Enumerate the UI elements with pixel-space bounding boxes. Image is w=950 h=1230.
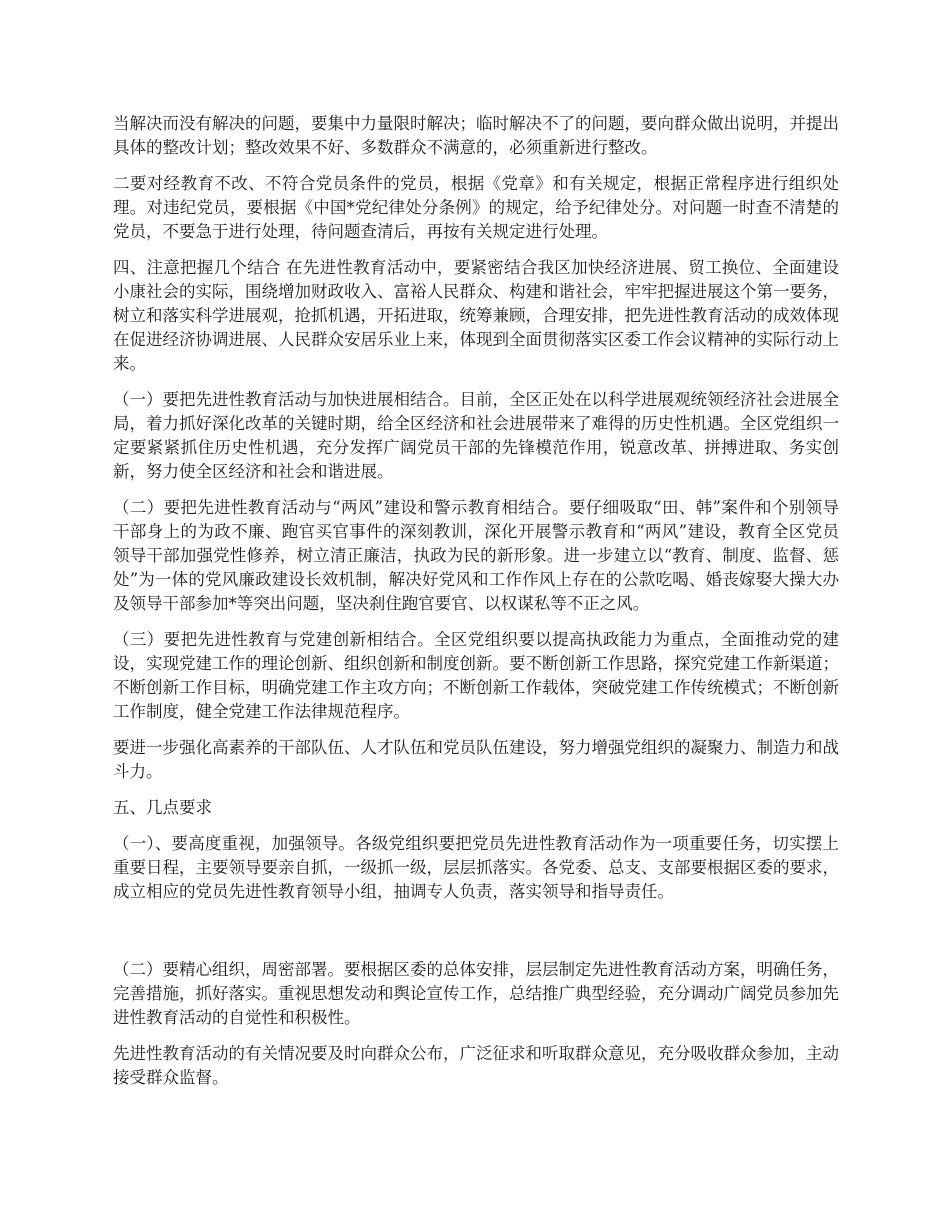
paragraph-combine-two-styles: （二）要把先进性教育活动与“两风”建设和警示教育相结合。要仔细吸取“田、韩”案件和个别领导干部身上的为政不廉、跑官买官事件的深刻教训，深化开展警示教育和“两风”建设，教育全区党员领导干部加强党性修养，树立清正廉洁，执政为民的新形象。进一步建立以“教育、制度、监督、惩处”为一体的党风廉政建设长效机制，解决好党风和工作作风上存在的公款吃喝、婚丧嫁娶大操大办及领导干部参加*等突出问题，坚决刹住跑官要官、以权谋私等不正之风。 [113, 498, 839, 613]
document-body [113, 112, 839, 1102]
paragraph-organization: （二）要精心组织，周密部署。要根据区委的总体安排，层层制定先进性教育活动方案，明确任务，完善措施，抓好落实。重视思想发动和舆论宣传工作，总结推广典型经验，充分调动广阔党员参加先进性教育活动的自觉性和积极性。 [113, 960, 839, 1027]
paragraph-team-building: 要进一步强化高素养的干部队伍、人才队伍和党员队伍建设，努力增强党组织的凝聚力、制造力和战斗力。 [113, 738, 839, 781]
paragraph-rectification: 当解决而没有解决的问题，要集中力量限时解决；临时解决不了的问题，要向群众做出说明，并提出具体的整改计划；整改效果不好、多数群众不满意的，必须重新进行整改。 [113, 114, 839, 157]
paragraph-combine-innovation: （三）要把先进性教育与党建创新相结合。全区党组织要以提高执政能力为重点，全面推动党的建设，实现党建工作的理论创新、组织创新和制度创新。要不断创新工作思路，探究党建工作新渠道；不断创新工作目标，明确党建工作主攻方向；不断创新工作载体，突破党建工作传统模式；不断创新工作制度，健全党建工作法律规范程序。 [113, 630, 839, 721]
paragraph-combine-development: （一）要把先进性教育活动与加快进展相结合。目前，全区正处在以科学进展观统领经济社会进展全局，着力抓好深化改革的关键时期，给全区经济和社会进展带来了难得的历史性机遇。全区党组织一定要紧紧抓住历史性机遇，充分发挥广阔党员干部的先锋模范作用，锐意改革、拼搏进取、务实创新，努力使全区经济和社会和谐进展。 [113, 390, 839, 481]
section-five-heading: 五、几点要求 [113, 798, 212, 817]
paragraph-organizational-handling: 二要对经教育不改、不符合党员条件的党员，根据《党章》和有关规定，根据正常程序进行组织处理。对违纪党员，要根据《中国*党纪律处分条例》的规定，给予纪律处分。对问题一时查不清楚的党员，不要急于进行处理，待问题查清后，再按有关规定进行处理。 [113, 174, 839, 241]
paragraph-leadership: （一）、要高度重视，加强领导。各级党组织要把党员先进性教育活动作为一项重要任务，切实摆上重要日程，主要领导要亲自抓，一级抓一级，层层抓落实。各党委、总支、支部要根据区委的要求，成立相应的党员先进性教育领导小组，抽调专人负责，落实领导和指导责任。 [113, 834, 839, 901]
paragraph-public-supervision: 先进性教育活动的有关情况要及时向群众公布，广泛征求和听取群众意见，充分吸收群众参加，主动接受群众监督。 [113, 1044, 839, 1087]
paragraph-section-four-heading: 四、注意把握几个结合 在先进性教育活动中，要紧密结合我区加快经济进展、贸工换位、全面建设小康社会的实际，围绕增加财政收入、富裕人民群众、构建和谐社会，牢牢把握进展这个第一要务，树立和落实科学进展观，抢抓机遇，开拓进取，统筹兼顾，合理安排，把先进性教育活动的成效体现在促进经济协调进展、人民群众安居乐业上来，体现到全面贯彻落实区委工作会议精神的实际行动上来。 [113, 258, 839, 373]
